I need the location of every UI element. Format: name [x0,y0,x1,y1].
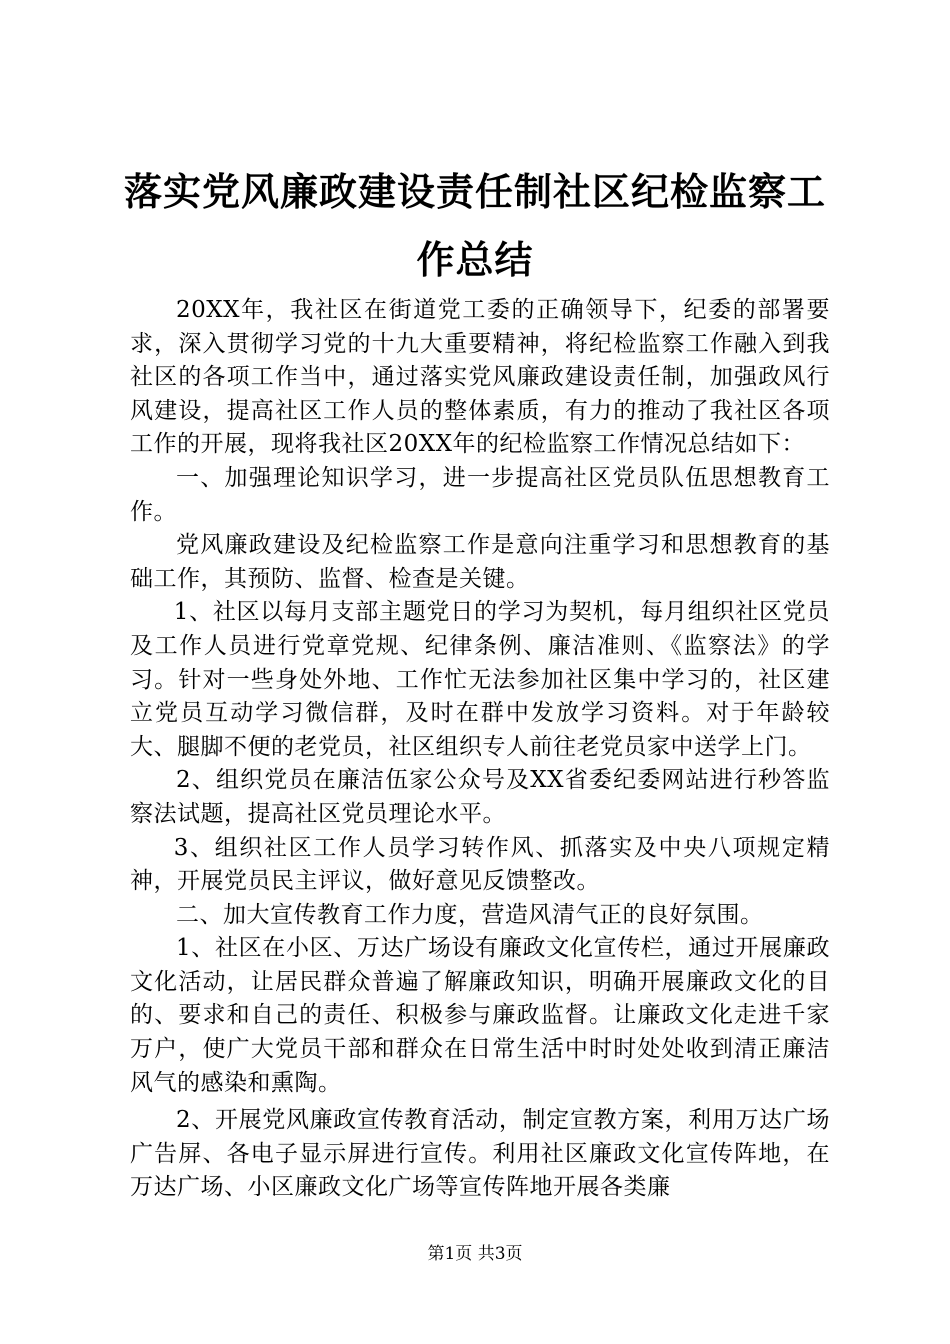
list-item-3: 3、组织社区工作人员学习转作风、抓落实及中央八项规定精神，开展党员民主评议，做好意见反馈整改。 [130,834,830,895]
document-title: 落实党风廉政建设责任制社区纪检监察工作总结 [123,169,826,282]
list-item-2: 2、组织党员在廉洁伍家公众号及XX省委纪委网站进行秒答监察法试题，提高社区党员理论水平。 [130,767,830,827]
list-item-1: 1、社区以每月支部主题党日的学习为契机，每月组织社区党员及工作人员进行党章党规、纪律条例、廉洁准则、《监察法》的学习。针对一些身处外地、工作忙无法参加社区集中学习的，社区建立党员互动学习微信群，及时在群中发放学习资料。对于年龄较大、腿脚不便的老党员，社区组织专人前往老党员家中送学上门。 [130,599,830,760]
document-body [130,294,830,1205]
list-item-2: 2、开展党风廉政宣传教育活动，制定宣教方案，利用万达广场广告屏、各电子显示屏进行宣传。利用社区廉政文化宣传阵地，在万达广场、小区廉政文化广场等宣传阵地开展各类廉 [130,1107,830,1201]
list-item-1: 1、社区在小区、万达广场设有廉政文化宣传栏，通过开展廉政文化活动，让居民群众普遍了解廉政知识，明确开展廉政文化的目的、要求和自己的责任、积极参与廉政监督。让廉政文化走进千家万户，使广大党员干部和群众在日常生活中时时处处收到清正廉洁风气的感染和熏陶。 [130,935,830,1096]
paragraph-intro: 20XX年，我社区在街道党工委的正确领导下，纪委的部署要求，深入贯彻学习党的十九大重要精神，将纪检监察工作融入到我社区的各项工作当中，通过落实党风廉政建设责任制，加强政风行风建设，提高社区工作人员的整体素质，有力的推动了我社区各项工作的开展，现将我社区20XX年的纪检监察工作情况总结如下： [130,297,830,458]
section-heading-1: 一、加强理论知识学习，进一步提高社区党员队伍思想教育工作。 [130,464,830,525]
page-number: 第1页 共3页 [427,1244,523,1264]
paragraph: 党风廉政建设及纪检监察工作是意向注重学习和思想教育的基础工作，其预防、监督、检查是关键。 [130,532,830,592]
section-heading-2: 二、加大宣传教育工作力度，营造风清气正的良好氛围。 [176,901,764,928]
